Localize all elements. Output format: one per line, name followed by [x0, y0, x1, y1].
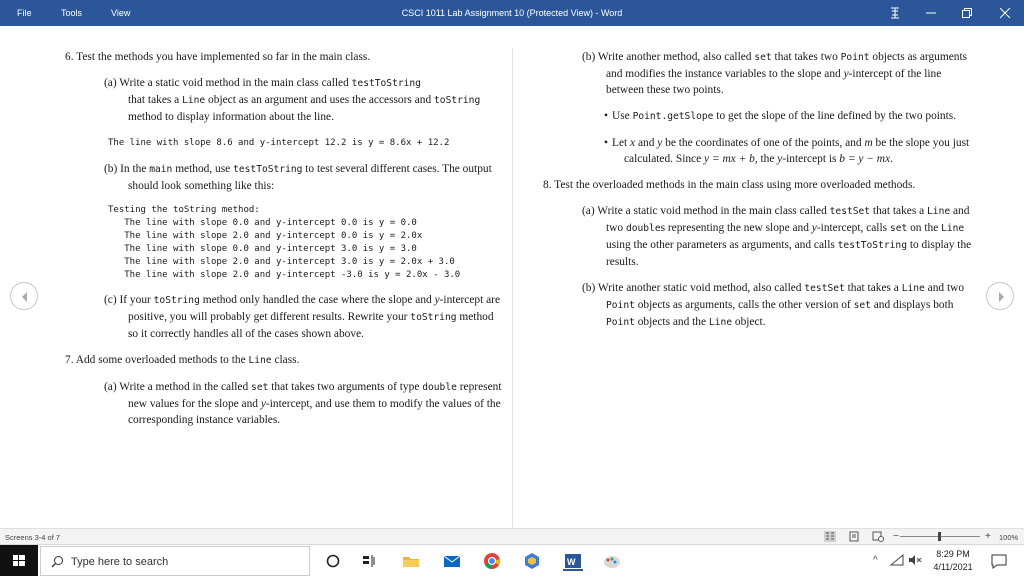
browser-app-icon[interactable]: [522, 551, 542, 571]
step-6b: (b) In the main method, use testToString to test several different cases. The output should look something like this:: [104, 163, 492, 192]
focus-mode-icon: [889, 7, 901, 19]
notification-icon[interactable]: [989, 551, 1009, 571]
windows-logo-icon: [0, 545, 38, 576]
chevron-right-icon: [996, 291, 1006, 303]
zoom-level[interactable]: 100%: [999, 533, 1019, 542]
sample-output-block: Testing the toString method: The line with slope 0.0 and y-intercept 0.0 is y = 0.0 The line with slope 2.0 and y-intercept 0.0 is y = 2.0x The line with slope 0.0 and y-intercept 3.0 is y = 3.0 The line with slope 2.0 and y-intercept 3.0 is y = 2.0x + 3.0 The line with slope 2.0 and y-intercept -3.0 is y = 2.0x - 3.0: [108, 205, 461, 280]
minimize-icon: [925, 7, 937, 19]
step-7a: (a) Write a method in the called set that takes two arguments of type double represent new values for the slope and y-intercept, and use them to modify the values of the corresponding instance variables.: [104, 381, 502, 426]
restore-icon: [961, 7, 973, 19]
title-bar: [0, 0, 1024, 26]
bullet-dot-icon: •: [604, 137, 608, 149]
chevron-up-icon[interactable]: ^: [873, 555, 878, 566]
svg-text:W: W: [567, 557, 576, 567]
start-button[interactable]: [0, 545, 38, 576]
step-7: 7. Add some overloaded methods to the Line class.: [65, 354, 300, 366]
step-8a: (a) Write a static void method in the main class called testSet that takes a Line and two doubles representing the new slope and y-intercept, calls set on the Line using the other parameters as arguments, and calls testToString to display the results.: [582, 205, 972, 268]
column-divider: [512, 48, 513, 528]
task-view-icon[interactable]: [360, 551, 380, 571]
step-7b: (b) Write another method, also called set that takes two Point objects as arguments and modifies the instance variables to the slope and y-intercept of the line between these two points.: [582, 51, 968, 96]
menu-tools[interactable]: Tools: [61, 8, 83, 18]
reading-view: [0, 26, 1024, 528]
step-8: 8. Test the overloaded methods in the main class using more overloaded methods.: [543, 179, 916, 191]
close-button[interactable]: [994, 3, 1016, 23]
screen-count: Screens 3-4 of 7: [5, 533, 61, 542]
previous-screen-button[interactable]: [10, 282, 38, 310]
right-column: [543, 49, 973, 341]
step-6a: (a) Write a static void method in the main class called testToString that takes a Line object as an argument and uses the accessors and toString method to display information about the line.: [104, 77, 481, 123]
bullet-intercept-formula: • Let x and y be the coordinates of one of the points, and m be the slope you just calculated. Since y = mx + b, the y-intercept is b = y − mx.: [604, 137, 970, 165]
search-placeholder: Type here to search: [71, 556, 169, 568]
zoom-out-button[interactable]: −: [893, 531, 899, 542]
menu-view[interactable]: View: [111, 8, 131, 18]
next-screen-button[interactable]: [986, 282, 1014, 310]
web-layout-icon[interactable]: [872, 531, 884, 542]
focus-mode-button[interactable]: [884, 3, 906, 23]
menu-file[interactable]: File: [17, 8, 32, 18]
step-8b: (b) Write another static void method, also called testSet that takes a Line and two Point objects as arguments, calls the other version of set and displays both Point objects and the Line object.: [582, 282, 965, 328]
clock-date: 4/11/2021: [933, 562, 973, 572]
zoom-slider[interactable]: [900, 536, 980, 537]
word-app-icon[interactable]: [563, 551, 583, 571]
mail-icon[interactable]: [442, 551, 462, 571]
read-mode-icon[interactable]: [824, 531, 836, 542]
step-6: 6. Test the methods you have implemented so far in the main class.: [65, 51, 371, 63]
paint-app-icon[interactable]: [602, 551, 622, 571]
zoom-slider-thumb[interactable]: [938, 532, 941, 541]
window-title: CSCI 1011 Lab Assignment 10 (Protected View) - Word: [401, 8, 623, 18]
chrome-icon[interactable]: [482, 551, 502, 571]
volume-icon[interactable]: [908, 554, 922, 569]
step-6c: (c) If your toString method only handled the case where the slope and y-intercept are positive, you will probably get different results. Rewrite your toString method so it correctly handles all of the cases shown above.: [104, 294, 501, 340]
print-layout-icon[interactable]: [848, 531, 860, 542]
restore-button[interactable]: [956, 3, 978, 23]
left-column: [65, 49, 505, 438]
network-icon[interactable]: [890, 554, 904, 569]
file-explorer-icon[interactable]: [401, 551, 421, 571]
bullet-dot-icon: •: [604, 110, 608, 122]
clock-time: 8:29 PM: [936, 549, 970, 559]
minimize-button[interactable]: [920, 3, 942, 23]
taskbar-clock[interactable]: [924, 548, 982, 574]
close-icon: [999, 7, 1011, 19]
bullet-use-getslope: • Use Point.getSlope to get the slope of the line defined by the two points.: [604, 110, 957, 122]
taskbar: [0, 544, 1024, 576]
zoom-in-button[interactable]: +: [985, 531, 991, 542]
status-bar: [0, 528, 1024, 544]
sample-output-line: The line with slope 8.6 and y-intercept 12.2 is y = 8.6x + 12.2: [108, 138, 450, 148]
chevron-left-icon: [20, 291, 30, 303]
taskbar-search-box[interactable]: [40, 546, 310, 576]
search-icon: [51, 555, 64, 568]
cortana-icon[interactable]: [323, 551, 343, 571]
